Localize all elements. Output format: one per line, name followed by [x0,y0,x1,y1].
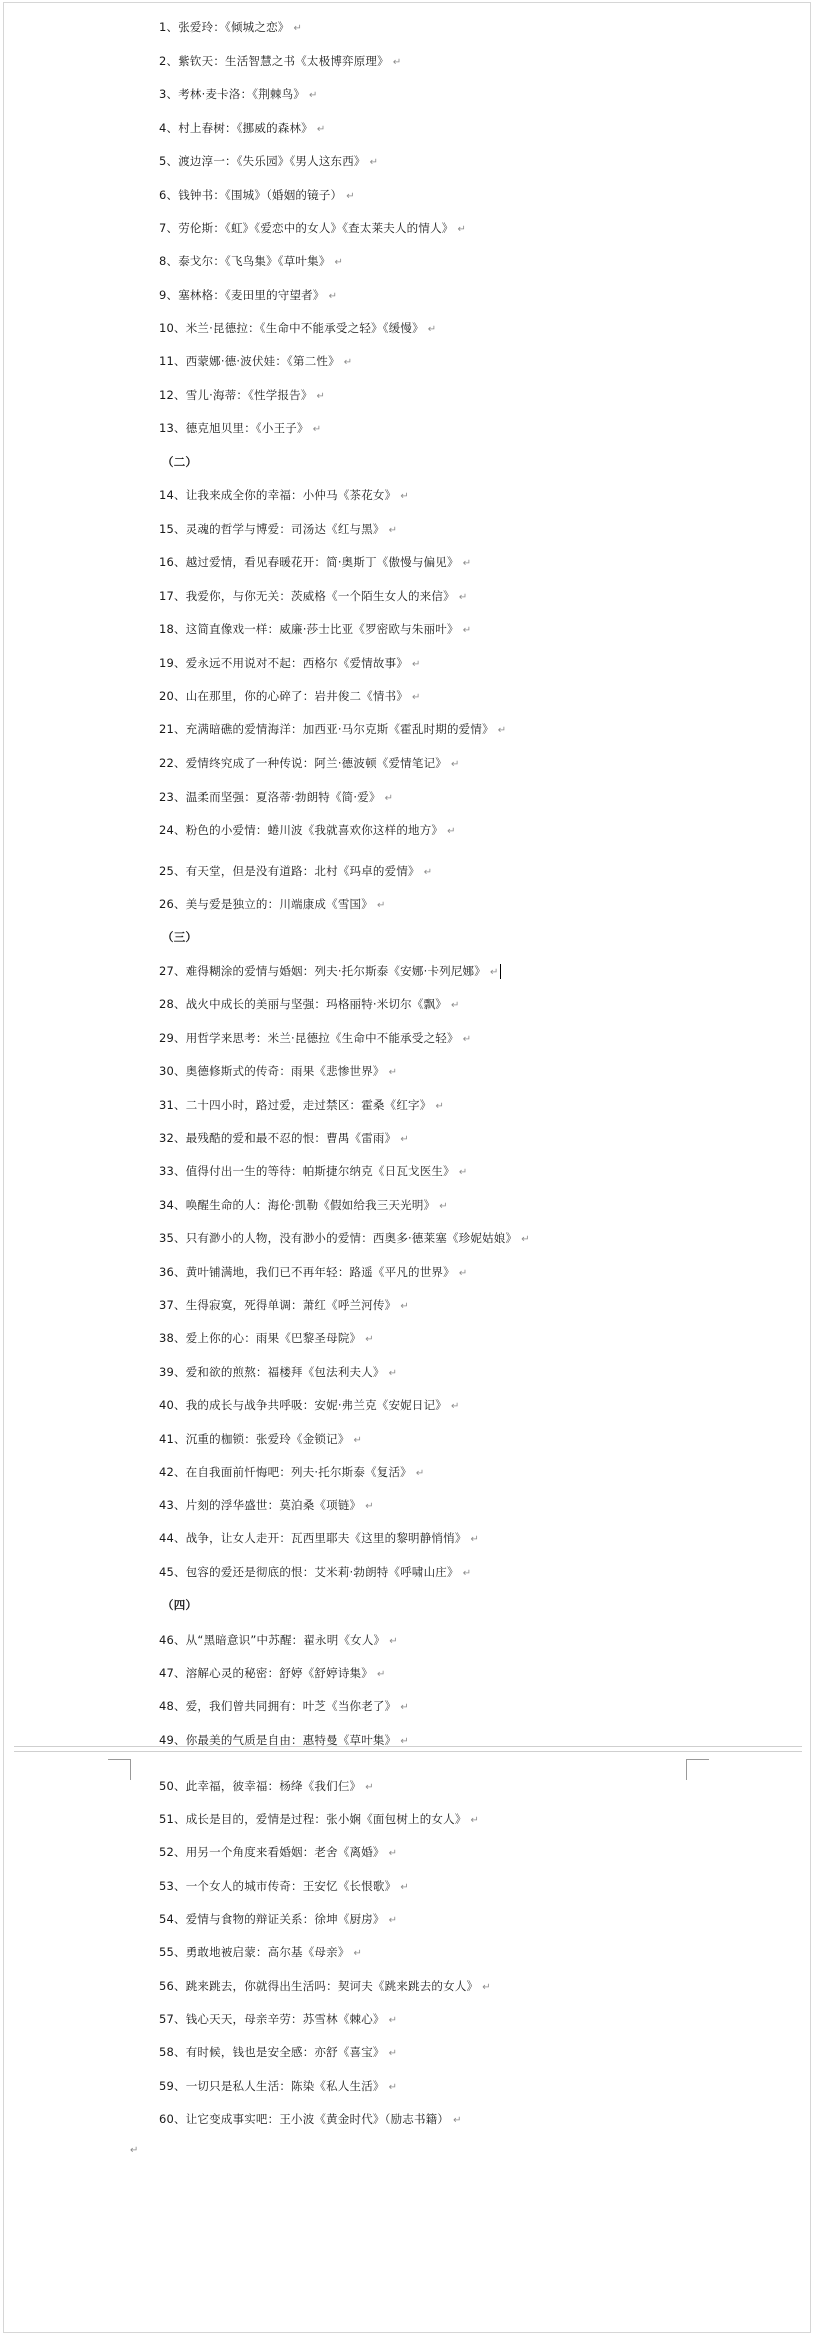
list-item-text: 42、在自我面前忏悔吧：列夫·托尔斯泰《复活》 [159,1465,412,1479]
list-item [159,1908,397,1930]
list-item-text: 15、灵魂的哲学与博爱：司汤达《红与黑》 [159,522,385,536]
list-item-text: 6、钱钟书：《围城》（婚姻的镜子） [159,188,343,202]
section-heading [162,451,197,473]
list-item [159,1841,397,1863]
list-item [159,1394,460,1416]
paragraph-mark-icon: ↵ [328,291,338,302]
list-item-text: 45、包容的爱还是彻底的恨：艾米莉·勃朗特《呼啸山庄》 [159,1565,459,1579]
list-item-text: 58、有时候，钱也是安全感：亦舒《喜宝》 [159,2045,385,2059]
paragraph-mark-icon: ↵ [365,1334,374,1345]
list-item-text: 50、此幸福，彼幸福：杨绛《我们仨》 [159,1779,362,1793]
list-item [159,685,421,707]
paragraph-mark-icon: ↵ [309,90,318,101]
list-item [159,250,343,272]
list-item-text: 41、沉重的枷锁：张爱玲《金锁记》 [159,1432,350,1446]
list-item [159,1094,444,1116]
list-item-text: 11、西蒙娜·德·波伏娃：《第二性》 [159,354,340,368]
section-heading-text: （三） [162,930,198,944]
paragraph-mark-icon: ↵ [388,1067,398,1078]
list-item [159,1941,362,1963]
list-item-text: 25、有天堂，但是没有道路：北村《玛卓的爱情》 [159,864,420,878]
list-item-text: 37、生得寂寞，死得单调：萧红《呼兰河传》 [159,1298,397,1312]
paragraph-mark-icon: ↵ [376,1669,386,1680]
paragraph-mark-icon: ↵ [400,1134,409,1145]
list-item-text: 46、从“黑暗意识”中苏醒：翟永明《女人》 [159,1633,386,1647]
paragraph-mark-icon: ↵ [451,1401,460,1412]
list-item [159,384,325,406]
list-item-text: 35、只有渺小的人物，没有渺小的爱情：西奥多·德莱塞《珍妮姑娘》 [159,1231,518,1245]
list-item [159,1695,409,1717]
list-item-text: 3、考林·麦卡洛：《荆棘鸟》 [159,87,306,101]
list-item [159,117,325,139]
paragraph-mark-icon: ↵ [447,826,456,837]
paragraph-mark-icon: ↵ [462,558,472,569]
list-item-text: 52、用另一个角度来看婚姻：老舍《离婚》 [159,1845,385,1859]
list-item [159,1729,409,1751]
list-item [159,83,318,105]
paragraph-mark-icon: ↵ [388,2015,398,2026]
list-item [159,551,471,573]
list-item-text: 56、跳来跳去，你就得出生活吗：契诃夫《跳来跳去的女人》 [159,1979,479,1993]
list-item [159,1361,397,1383]
list-item-text: 17、我爱你，与你无关：茨威格《一个陌生女人的来信》 [159,589,455,603]
list-item-text: 54、爱情与食物的辩证关系：徐坤《厨房》 [159,1912,385,1926]
paragraph-mark-icon: ↵ [365,1782,374,1793]
list-item-text: 19、爱永远不用说对不起：西格尔《爱情故事》 [159,656,409,670]
list-item [159,1428,362,1450]
paragraph-mark-icon: ↵ [470,1534,480,1545]
paragraph-mark-icon: ↵ [412,692,421,703]
list-item-text: 36、黄叶铺满地，我们已不再年轻：路遥《平凡的世界》 [159,1265,455,1279]
list-item-text: 4、村上春树：《挪威的森林》 [159,121,313,135]
list-item-text: 44、战争，让女人走开：瓦西里耶夫《这里的黎明静悄悄》 [159,1531,467,1545]
list-item-text: 20、山在那里，你的心碎了：岩井俊二《情书》 [159,689,409,703]
paragraph-mark-icon: ↵ [400,1702,409,1713]
paragraph-mark-icon: ↵ [369,157,379,168]
list-item-text: 27、难得糊涂的爱情与婚姻：列夫·托尔斯泰《安娜·卡列尼娜》 [159,964,486,978]
list-item-text: 55、勇敢地被启蒙：高尔基《母亲》 [159,1945,350,1959]
paragraph-mark-icon: ↵ [521,1234,530,1245]
list-item [159,1775,374,1797]
list-item [159,1875,409,1897]
list-item [159,893,386,915]
list-item [159,1494,374,1516]
paragraph-mark-icon: ↵ [415,1468,425,1479]
paragraph-mark-icon: ↵ [130,2145,139,2156]
list-item [159,50,401,72]
list-item-text: 2、紫钦天：生活智慧之书《太极博弈原理》 [159,54,389,68]
section-heading [162,1594,197,1616]
list-item-text: 13、德克旭贝里：《小王子》 [159,421,309,435]
paragraph-mark-icon: ↵ [312,424,322,435]
paragraph-mark-icon: ↵ [457,224,467,235]
list-item [159,718,506,740]
list-item [159,960,501,982]
list-item-text: 32、最残酷的爱和最不忍的恨：曹禺《雷雨》 [159,1131,397,1145]
paragraph-mark-icon: ↵ [451,1000,460,1011]
list-item [159,16,302,38]
list-item [159,1461,424,1483]
paragraph-mark-icon: ↵ [388,525,398,536]
list-item-text: 18、这简直像戏一样：威廉·莎士比亚《罗密欧与朱丽叶》 [159,622,459,636]
paragraph-mark-icon: ↵ [346,191,355,202]
list-item-text: 5、渡边淳一：《失乐园》《男人这东西》 [159,154,366,168]
list-item [159,993,460,1015]
list-item-text: 38、爱上你的心：雨果《巴黎圣母院》 [159,1331,362,1345]
list-item [159,1294,409,1316]
paragraph-mark-icon: ↵ [497,725,507,736]
list-item [159,752,460,774]
paragraph-mark-icon: ↵ [388,1848,398,1859]
paragraph-mark-icon: ↵ [384,793,394,804]
paragraph-mark-icon: ↵ [412,659,421,670]
list-item [159,1060,397,1082]
list-item [159,484,409,506]
section-heading [162,926,197,948]
list-item-text: 51、成长是目的，爱情是过程：张小娴《面包树上的女人》 [159,1812,467,1826]
paragraph-mark-icon: ↵ [462,1568,472,1579]
paragraph-mark-icon: ↵ [388,2048,398,2059]
paragraph-mark-icon: ↵ [316,391,326,402]
paragraph-mark-icon: ↵ [453,2115,462,2126]
list-item [159,1327,374,1349]
paragraph-mark-icon: ↵ [451,759,460,770]
paragraph-mark-icon: ↵ [316,124,326,135]
paragraph-mark-icon: ↵ [458,1167,468,1178]
list-item [159,217,466,239]
paragraph-mark-icon: ↵ [458,1268,468,1279]
list-item-text: 48、爱，我们曾共同拥有：叶芝《当你老了》 [159,1699,397,1713]
paragraph-mark-icon: ↵ [400,1301,409,1312]
list-item-text: 1、张爱玲：《倾城之恋》 [159,20,290,34]
paragraph-mark-icon: ↵ [388,2082,398,2093]
paragraph-mark-icon: ↵ [482,1982,491,1993]
list-item-text: 28、战火中成长的美丽与坚强：玛格丽特·米切尔《飘》 [159,997,447,1011]
list-item [159,417,321,439]
paragraph-mark-icon: ↵ [353,1948,363,1959]
list-item-text: 60、让它变成事实吧：王小波《黄金时代》（励志书籍） [159,2112,450,2126]
list-item [159,860,432,882]
paragraph-mark-icon: ↵ [334,257,344,268]
paragraph-mark-icon: ↵ [400,1736,409,1747]
list-item-text: 9、塞林格：《麦田里的守望者》 [159,288,325,302]
list-item-text: 39、爱和欲的煎熬：福楼拜《包法利夫人》 [159,1365,385,1379]
list-item [159,1227,530,1249]
paragraph-mark-icon: ↵ [489,967,499,978]
list-item [159,1027,471,1049]
list-item [159,1808,479,1830]
paragraph-mark-icon: ↵ [470,1815,480,1826]
paragraph-mark-icon: ↵ [376,900,386,911]
margin-corner-right [686,1759,709,1780]
list-item [159,1194,448,1216]
paragraph-mark-icon: ↵ [392,57,402,68]
list-item-text: 59、一切只是私人生活：陈染《私人生活》 [159,2079,385,2093]
paragraph-mark-icon: ↵ [293,23,303,34]
paragraph-mark-icon: ↵ [389,1636,398,1647]
paragraph-mark-icon: ↵ [435,1101,445,1112]
list-item [159,184,355,206]
list-item-text: 47、溶解心灵的秘密：舒婷《舒婷诗集》 [159,1666,373,1680]
paragraph-mark-icon: ↵ [462,1034,472,1045]
list-item [159,150,378,172]
paragraph-mark-icon: ↵ [388,1368,398,1379]
paragraph-mark-icon: ↵ [400,491,409,502]
list-item-text: 53、一个女人的城市传奇：王安忆《长恨歌》 [159,1879,397,1893]
section-heading-text: （二） [162,455,198,469]
list-item [159,2008,397,2030]
list-item [159,518,397,540]
list-item [159,585,467,607]
list-item [159,618,471,640]
list-item [159,1261,467,1283]
list-item [159,1975,491,1997]
list-item-text: 16、越过爱情，看见春暖花开：简·奥斯丁《傲慢与偏见》 [159,555,459,569]
list-item [159,2075,397,2097]
list-item-text: 10、米兰·昆德拉：《生命中不能承受之轻》《缓慢》 [159,321,424,335]
list-item [159,1561,471,1583]
paragraph-mark-icon: ↵ [388,1915,398,1926]
list-item-text: 40、我的成长与战争共呼吸：安妮·弗兰克《安妮日记》 [159,1398,447,1412]
list-item-text: 7、劳伦斯：《虹》《爱恋中的女人》《查太莱夫人的情人》 [159,221,454,235]
paragraph-mark-icon: ↵ [462,625,472,636]
list-item [159,317,436,339]
list-item-text: 24、粉色的小爱情：蜷川波《我就喜欢你这样的地方》 [159,823,444,837]
list-item [159,819,456,841]
paragraph-mark-icon: ↵ [400,1882,409,1893]
list-item [159,1629,398,1651]
list-item-text: 21、充满暗礁的爱情海洋：加西亚·马尔克斯《霍乱时期的爱情》 [159,722,494,736]
paragraph-mark-icon: ↵ [423,867,433,878]
list-item [159,2108,462,2130]
list-item [159,1127,409,1149]
section-heading-text: （四） [162,1598,198,1612]
list-item-text: 14、让我来成全你的幸福：小仲马《茶花女》 [159,488,397,502]
paragraph-mark-icon: ↵ [343,357,353,368]
list-item-text: 30、奥德修斯式的传奇：雨果《悲惨世界》 [159,1064,385,1078]
list-item [159,786,393,808]
list-item-text: 26、美与爱是独立的：川端康成《雪国》 [159,897,373,911]
margin-corner-left [108,1759,131,1780]
list-item-text: 8、泰戈尔：《飞鸟集》《草叶集》 [159,254,331,268]
paragraph-mark-icon: ↵ [365,1501,374,1512]
list-item-text: 57、钱心天天，母亲辛劳：苏雪林《棘心》 [159,2012,385,2026]
list-item [159,1160,467,1182]
list-item-text: 33、值得付出一生的等待：帕斯捷尔纳克《日瓦戈医生》 [159,1164,455,1178]
list-item-text: 23、温柔而坚强：夏洛蒂·勃朗特《简·爱》 [159,790,381,804]
list-item-text: 31、二十四小时，路过爱，走过禁区：霍桑《红字》 [159,1098,432,1112]
paragraph-mark-icon: ↵ [427,324,437,335]
list-item-text: 29、用哲学来思考：米兰·昆德拉《生命中不能承受之轻》 [159,1031,459,1045]
list-item [159,284,337,306]
paragraph-mark-icon: ↵ [458,592,468,603]
list-item [159,1527,479,1549]
list-item-text: 12、雪儿·海蒂：《性学报告》 [159,388,313,402]
list-item [159,652,421,674]
list-item-text: 34、唤醒生命的人：海伦·凯勒《假如给我三天光明》 [159,1198,436,1212]
list-item [159,2041,397,2063]
list-item-text: 22、爱情终究成了一种传说：阿兰·德波顿《爱情笔记》 [159,756,447,770]
paragraph-mark-icon: ↵ [353,1435,363,1446]
paragraph-mark-icon: ↵ [439,1201,448,1212]
text-cursor [500,964,501,979]
list-item [159,1662,386,1684]
list-item-text: 49、你最美的气质是自由：惠特曼《草叶集》 [159,1733,397,1747]
list-item [159,350,352,372]
list-item-text: 43、片刻的浮华盛世：莫泊桑《项链》 [159,1498,362,1512]
